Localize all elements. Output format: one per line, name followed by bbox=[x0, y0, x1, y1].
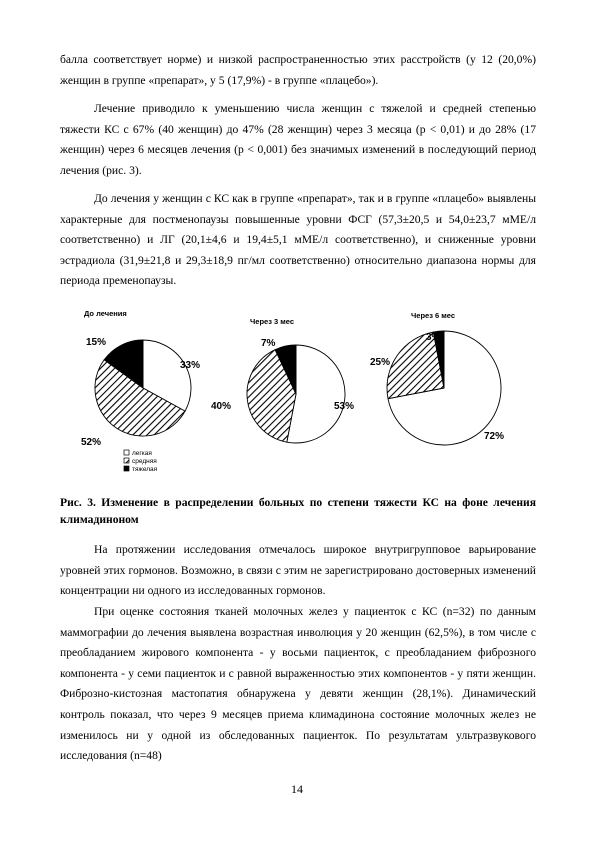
label-before-severe: 15% bbox=[86, 337, 107, 348]
legend bbox=[124, 450, 158, 473]
pie-chart-3-months bbox=[247, 345, 345, 443]
paragraph-variation: На протяжении исследования отмечалось широкое внутригрупповое варьирование уровней этих гормонов. Возможно, в связи с этим не зарегистрировано достоверных изменений концентрации ни одного из исследованных гормонов. bbox=[60, 543, 536, 598]
label-before-light: 33% bbox=[180, 360, 201, 371]
chart-title-6-months: Через 6 мес bbox=[411, 311, 456, 320]
label-before-medium: 52% bbox=[81, 437, 102, 448]
label-3m-medium: 40% bbox=[211, 401, 232, 412]
figure-pie-charts bbox=[60, 302, 536, 482]
legend-swatch-medium bbox=[124, 458, 129, 463]
pie-chart-before bbox=[95, 340, 191, 436]
figure-caption: Рис. 3. Изменение в распределении больных по степени тяжести КС на фоне лечения климадиноном bbox=[60, 496, 536, 526]
legend-swatch-light bbox=[124, 450, 129, 455]
paragraph-mammography: При оценке состояния тканей молочных желез у пациенток с КС (n=32) по данным маммографии до лечения выявлена возрастная инволюция у 20 женщин (62,5%), в том числе с преобладанием жирового компонента - у восьми пациенток, с преобладанием фиброзного компонента - у семи пациенток и с равной выраженностью этих компонентов - у пяти женщин. Фиброзно-кистозная мастопатия обнаружена у девяти женщин (28,1%). Динамический контроль показал, что через 9 месяцев приема климадинона состояние молочных желез не изменилось ни у одной из обследованных пациенток. По результатам ультразвукового исследования (n=48) bbox=[60, 605, 536, 763]
legend-label-severe: тяжелая bbox=[132, 466, 158, 473]
legend-label-medium: средняя bbox=[132, 458, 157, 465]
label-3m-severe: 7% bbox=[261, 338, 276, 349]
paragraph-hormone-levels: До лечения у женщин с КС как в группе «препарат», так и в группе «плацебо» выявлены характерные для постменопаузы повышенные уровни ФСГ (57,3±20,5 и 54,0±23,7 мМЕ/л соответственно) и ЛГ (20,1±4,6 и 19,4±5,1 мМЕ/л соответственно), и сниженные уровни эстрадиола (31,9±21,8 и 29,3±18,9 пг/мл соответственно) относительно диапазона нормы для периода пременопаузы. bbox=[60, 192, 536, 288]
paragraph-treatment-effect: Лечение приводило к уменьшению числа женщин с тяжелой и средней степенью тяжести КС с 67% (40 женщин) до 47% (28 женщин) через 3 месяца (p < 0,01) и до 28% (17 женщин) через 6 месяцев лечения (p < 0,001) без значимых изменений в последующий период лечения (рис. 3). bbox=[60, 102, 536, 177]
label-3m-light: 53% bbox=[334, 401, 355, 412]
label-6m-severe: 3% bbox=[426, 332, 441, 343]
chart-title-3-months: Через 3 мес bbox=[250, 317, 295, 326]
pie-charts-svg bbox=[60, 302, 536, 482]
page-number: 14 bbox=[291, 782, 303, 796]
legend-swatch-severe bbox=[124, 466, 129, 471]
label-6m-medium: 25% bbox=[370, 357, 391, 368]
paragraph-continuation: балла соответствует норме) и низкой распространенностью этих расстройств (у 12 (20,0%) женщин в группе «препарат», у 5 (17,9%) - в группе «плацебо»). bbox=[60, 53, 536, 87]
chart-title-before: До лечения bbox=[84, 309, 127, 318]
pie-chart-6-months bbox=[387, 331, 501, 445]
label-6m-light: 72% bbox=[484, 431, 505, 442]
legend-label-light: легкая bbox=[132, 450, 152, 457]
